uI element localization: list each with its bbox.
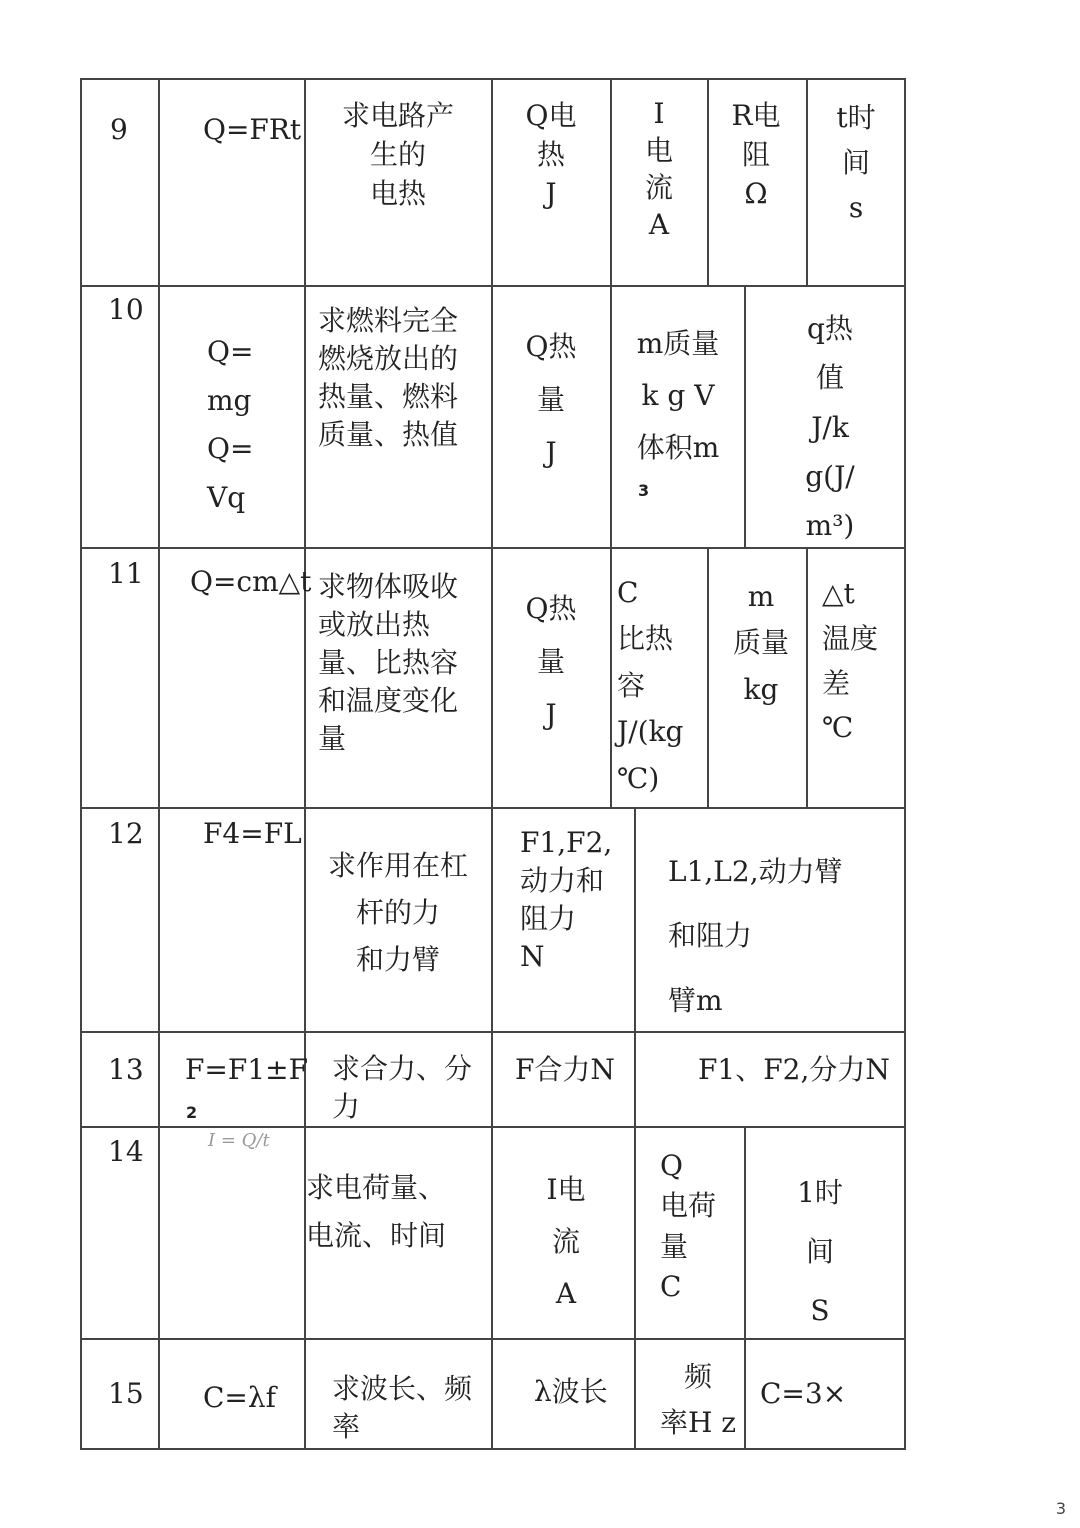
quantity-cell: 频 率H z	[659, 1360, 737, 1440]
column-divider	[634, 1031, 636, 1127]
row-number: 14	[108, 1135, 144, 1168]
row-number: 10	[108, 293, 144, 326]
column-divider	[610, 547, 612, 808]
table-border-top	[80, 78, 906, 80]
page-number: 3	[1055, 1499, 1066, 1518]
row-number: 12	[108, 817, 144, 850]
quantity-cell: Q电 热 J	[525, 99, 577, 211]
quantity-cell: Q热 量 J	[525, 330, 577, 470]
subscript-label: 2	[186, 1103, 198, 1122]
quantity-cell: R电 阻 Ω	[731, 99, 781, 211]
row-number: 9	[110, 113, 128, 146]
purpose-cell: 求电荷量、 电流、时间	[306, 1171, 447, 1253]
quantity-cell: F1、F2,分力N	[698, 1053, 890, 1086]
formula-cell: F4=FL	[203, 817, 302, 850]
row-number: 13	[108, 1053, 144, 1086]
column-divider	[744, 1126, 746, 1339]
formula-cell: Q= mg Q= Vq	[207, 335, 254, 515]
quantity-cell: q热 值 J/k g(J/ m³)	[805, 312, 855, 543]
quantity-cell: m 质量 kg	[732, 580, 789, 706]
column-divider	[634, 1338, 636, 1449]
quantity-cell: C=3×	[760, 1377, 847, 1410]
quantity-cell: Q热 量 J	[525, 592, 577, 732]
column-divider	[634, 807, 636, 1032]
quantity-cell: I电 流 A	[546, 1173, 586, 1311]
column-divider	[744, 285, 746, 548]
formula-cell: C=λf	[203, 1381, 276, 1414]
column-divider	[707, 547, 709, 808]
formula-cell: Q=FRt	[203, 113, 302, 146]
column-divider	[806, 78, 808, 286]
purpose-cell: 求燃料完全燃烧放出的热量、燃料质量、热值	[318, 304, 459, 452]
column-divider	[634, 1126, 636, 1339]
quantity-cell: C 比热 容 J/(kg ℃)	[617, 576, 684, 795]
row-divider	[80, 807, 906, 809]
column-divider	[707, 78, 709, 286]
quantity-cell: Q 电荷 量 C	[660, 1149, 717, 1303]
column-divider	[491, 78, 493, 1450]
table-border-bottom	[80, 1448, 906, 1450]
table-border-right	[904, 78, 906, 1450]
quantity-cell: t时 间 s	[836, 101, 876, 224]
column-divider	[158, 78, 160, 1450]
quantity-cell: F1,F2, 动力和 阻力 N	[520, 826, 613, 974]
superscript-label: 3	[638, 481, 650, 500]
column-divider	[610, 78, 612, 286]
purpose-cell: 求物体吸收或放出热量、比热容和温度变化量	[318, 570, 459, 756]
quantity-cell: I 电 流 A	[644, 97, 673, 241]
row-number: 15	[108, 1377, 144, 1410]
row-number: 11	[108, 557, 144, 590]
table-border-left	[80, 78, 82, 1450]
purpose-cell: 求电路产 生的 电热	[341, 99, 454, 211]
quantity-cell: 1时 间 S	[797, 1176, 843, 1327]
row-divider	[80, 285, 906, 287]
purpose-cell: 求合力、分 力	[332, 1052, 473, 1124]
column-divider	[610, 285, 612, 548]
quantity-cell: △t 温度 差 ℃	[822, 577, 879, 745]
row-divider	[80, 1126, 906, 1128]
quantity-cell: L1,L2,动力臂 和阻力 臂m	[668, 855, 843, 1017]
quantity-cell: F合力N	[515, 1053, 615, 1086]
purpose-cell: 求波长、频 率	[332, 1372, 473, 1444]
formula-image: I = Q/t	[208, 1130, 270, 1151]
formula-cell: Q=cm△t	[190, 565, 312, 598]
purpose-cell: 求作用在杠 杆的力 和力臂	[327, 849, 468, 977]
formula-cell: F=F1±F	[185, 1053, 309, 1086]
quantity-cell: λ波长	[534, 1375, 608, 1408]
quantity-cell: m质量 k g V 体积m	[636, 327, 720, 465]
